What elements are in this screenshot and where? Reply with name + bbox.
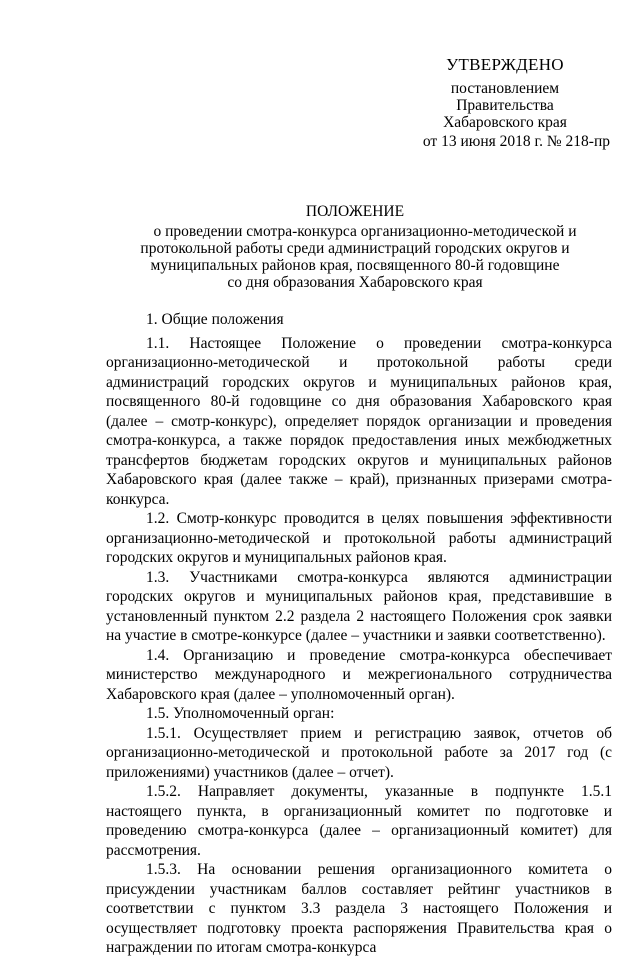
paragraph-1-5: 1.5. Уполномоченный орган: <box>146 705 335 722</box>
paragraph-1-5-2: 1.5.2. Направляет документы, указанные в подпункте 1.5.1 настоящего пункта, в организационный комитет по подготовке и проведению смотра-конкурса (далее – организационный комитет) для рассмотрения. <box>106 783 612 859</box>
approved-label: УТВЕРЖДЕНО <box>446 55 564 74</box>
paragraph-1-3: 1.3. Участниками смотра-конкурса являются администрации городских округов и муниципальных районов края, представившие в установленный пунктом 2.2 раздела 2 настоящего Положения срок заявки на участие в смотре-конкурсе (далее – участники и заявки соответственно). <box>106 568 612 644</box>
title-heading: ПОЛОЖЕНИЕ <box>305 203 405 220</box>
approval-stamp <box>400 56 610 150</box>
section-heading: 1. Общие положения <box>146 311 284 328</box>
paragraph-1-5-3: 1.5.3. На основании решения организационного комитета о присуждении участникам баллов составляет рейтинг участников в соответствии с пунктом 3.3 раздела 3 настоящего Положения и осуществляет подготовку проекта распоряжения Правительства края о награждении по итогам смотра-конкурса <box>106 861 612 956</box>
approval-line-1: постановлением <box>450 80 560 97</box>
title-line-4: со дня образования Хабаровского края <box>227 274 483 291</box>
title-line-1: о проведении смотра-конкурса организационно-методической и <box>153 223 577 240</box>
approval-date: от 13 июня 2018 г. № 218-пр <box>422 133 610 150</box>
document-title <box>130 203 580 291</box>
paragraph-1-4: 1.4. Организацию и проведение смотра-конкурса обеспечивает министерство международного и межрегионального сотрудничества Хабаровского края (далее – уполномоченный орган). <box>106 646 612 703</box>
title-line-3: муниципальных районов края, посвященного 80-й годовщине <box>150 257 560 274</box>
paragraph-1-2: 1.2. Смотр-конкурс проводится в целях повышения эффективности организационно-методической и протокольной работы администраций городских округов и муниципальных районов края. <box>106 510 612 566</box>
paragraph-1-5-1: 1.5.1. Осуществляет прием и регистрацию заявок, отчетов об организационно-методической и протокольной работе за 2017 год (с приложениями) участников (далее – отчет). <box>106 724 612 781</box>
document-body <box>106 310 612 958</box>
paragraph-1-1: 1.1. Настоящее Положение о проведении смотра-конкурса организационно-методической и протокольной работы среди администраций городских округов и муниципальных районов края, посвященного 80-й годовщине со дня образования Хабаровского края (далее – смотр-конкурс), определяет порядок организации и проведения смотра-конкурса, а также порядок предоставления иных межбюджетных трансфертов бюджетам городских округов и муниципальных районов Хабаровского края (далее также – край), признанных призерами смотра-конкурса. <box>106 334 612 508</box>
approval-line-3: Хабаровского края <box>443 114 567 131</box>
title-line-2: протокольной работы среди администраций городских округов и <box>140 240 570 257</box>
approval-line-2: Правительства <box>456 97 554 114</box>
